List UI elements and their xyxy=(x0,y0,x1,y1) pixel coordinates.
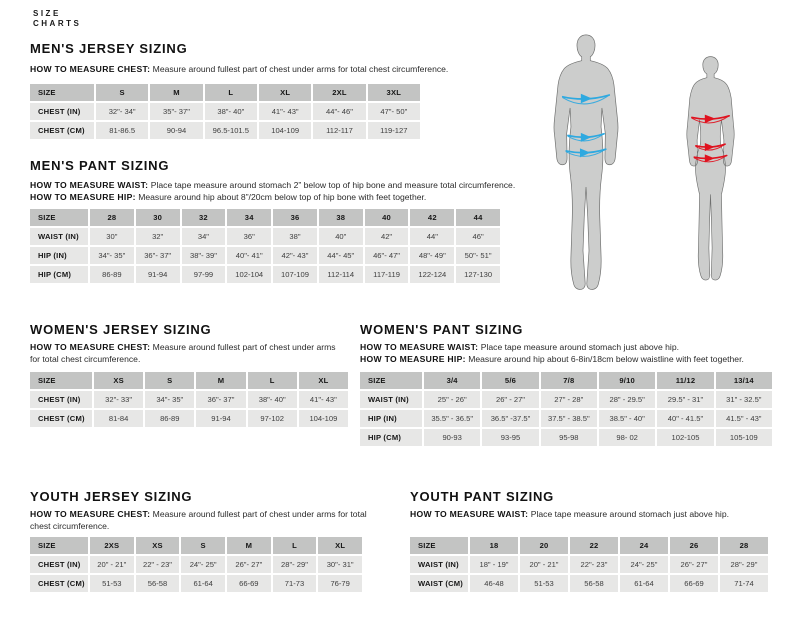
table-cell: 34"- 35" xyxy=(90,247,134,264)
table-cell: 122-124 xyxy=(410,266,454,283)
table-cell: 50"- 51" xyxy=(456,247,500,264)
table-cell: 86-89 xyxy=(145,410,194,427)
howto-text: Place tape measure around stomach just above hip. xyxy=(530,509,729,519)
table-cell: 61-64 xyxy=(181,575,225,592)
howto-text: Measure around fullest part of chest under arms for total chest circumference. xyxy=(30,342,336,365)
table-size-header: XL xyxy=(299,372,348,389)
table-cell: 18" - 19" xyxy=(470,556,518,573)
table-size-header: XL xyxy=(259,84,311,101)
womens-jersey-title: WOMEN'S JERSEY SIZING xyxy=(30,322,212,337)
table-cell: 38.5" - 40" xyxy=(599,410,655,427)
size-charts-logo xyxy=(33,9,81,29)
table-cell: 44"- 45" xyxy=(319,247,363,264)
womens-pant-table xyxy=(360,372,772,446)
table-row-label: CHEST (IN) xyxy=(30,391,92,408)
womens-jersey-table xyxy=(30,372,348,427)
mens-jersey-title: MEN'S JERSEY SIZING xyxy=(30,41,188,56)
table-cell: 48"- 49" xyxy=(410,247,454,264)
table-cell: 38"- 40" xyxy=(248,391,297,408)
table-cell: 66-69 xyxy=(227,575,271,592)
table-size-header: 42 xyxy=(410,209,454,226)
howto-text: Measure around fullest part of chest under arms for total chest circumference. xyxy=(30,509,367,532)
table-cell: 26" - 27" xyxy=(482,391,538,408)
table-size-header: 28 xyxy=(90,209,134,226)
table-cell: 102-104 xyxy=(227,266,271,283)
table-corner-header: SIZE xyxy=(30,84,94,101)
table-size-header: 26 xyxy=(670,537,718,554)
table-cell: 46"- 47" xyxy=(365,247,409,264)
table-cell: 91-94 xyxy=(136,266,180,283)
table-size-header: XS xyxy=(94,372,143,389)
table-cell: 90-94 xyxy=(150,122,202,139)
womens-pant-title: WOMEN'S PANT SIZING xyxy=(360,322,524,337)
table-cell: 46" xyxy=(456,228,500,245)
male-silhouette xyxy=(543,34,629,292)
howto-label: HOW TO MEASURE WAIST: xyxy=(360,342,479,352)
table-cell: 96.5-101.5 xyxy=(205,122,257,139)
table-cell: 41"- 43" xyxy=(259,103,311,120)
table-size-header: S xyxy=(96,84,148,101)
table-row-label: WAIST (IN) xyxy=(410,556,468,573)
table-size-header: XL xyxy=(318,537,362,554)
table-cell: 26"- 27" xyxy=(670,556,718,573)
table-cell: 44" xyxy=(410,228,454,245)
table-size-header: 32 xyxy=(182,209,226,226)
table-cell: 105-109 xyxy=(716,429,772,446)
logo-line-1: SIZE xyxy=(33,9,61,18)
table-cell: 127-130 xyxy=(456,266,500,283)
table-cell: 86-89 xyxy=(90,266,134,283)
table-cell: 38"- 40" xyxy=(205,103,257,120)
table-cell: 36.5" -37.5" xyxy=(482,410,538,427)
table-cell: 36" xyxy=(227,228,271,245)
howto-text: Place tape measure around stomach 2” below top of hip bone and measure total circumference. xyxy=(150,180,516,190)
table-size-header: 5/6 xyxy=(482,372,538,389)
youth-jersey-title: YOUTH JERSEY SIZING xyxy=(30,489,193,504)
mens-jersey-howto xyxy=(30,63,570,75)
table-row-label: HIP (IN) xyxy=(360,410,422,427)
table-cell: 38"- 39" xyxy=(182,247,226,264)
table-size-header: M xyxy=(227,537,271,554)
mens-pant-howto-hip xyxy=(30,191,550,203)
table-row-label: CHEST (IN) xyxy=(30,103,94,120)
table-cell: 24"- 25" xyxy=(620,556,668,573)
youth-jersey-howto xyxy=(30,508,375,533)
table-cell: 22"- 23" xyxy=(570,556,618,573)
male-body-outline xyxy=(554,35,618,290)
table-cell: 104-109 xyxy=(259,122,311,139)
table-size-header: 13/14 xyxy=(716,372,772,389)
table-cell: 20" - 21" xyxy=(520,556,568,573)
table-cell: 36"- 37" xyxy=(136,247,180,264)
howto-label: HOW TO MEASURE CHEST: xyxy=(30,342,151,352)
female-silhouette xyxy=(674,55,747,282)
table-cell: 71-74 xyxy=(720,575,768,592)
table-row-label: CHEST (CM) xyxy=(30,575,88,592)
table-size-header: 30 xyxy=(136,209,180,226)
table-cell: 112-114 xyxy=(319,266,363,283)
table-cell: 71-73 xyxy=(273,575,317,592)
table-row-label: CHEST (CM) xyxy=(30,410,92,427)
table-size-header: 2XS xyxy=(90,537,134,554)
logo-line-2: CHARTS xyxy=(33,19,82,28)
table-cell: 26"- 27" xyxy=(227,556,271,573)
table-cell: 51-53 xyxy=(90,575,134,592)
table-cell: 93-95 xyxy=(482,429,538,446)
table-size-header: 24 xyxy=(620,537,668,554)
table-size-header: 38 xyxy=(319,209,363,226)
table-row-label: WAIST (IN) xyxy=(30,228,88,245)
table-cell: 47"- 50" xyxy=(368,103,420,120)
table-cell: 32" xyxy=(136,228,180,245)
howto-label: HOW TO MEASURE CHEST: xyxy=(30,64,151,74)
table-row-label: WAIST (CM) xyxy=(410,575,468,592)
table-size-header: 22 xyxy=(570,537,618,554)
table-size-header: M xyxy=(196,372,245,389)
table-cell: 51-53 xyxy=(520,575,568,592)
table-cell: 98- 02 xyxy=(599,429,655,446)
table-cell: 81-84 xyxy=(94,410,143,427)
table-corner-header: SIZE xyxy=(360,372,422,389)
howto-label: HOW TO MEASURE WAIST: xyxy=(30,180,149,190)
mens-jersey-table xyxy=(30,84,420,139)
table-corner-header: SIZE xyxy=(30,537,88,554)
table-cell: 28"- 29" xyxy=(720,556,768,573)
table-cell: 97-102 xyxy=(248,410,297,427)
table-size-header: L xyxy=(248,372,297,389)
mens-pant-table xyxy=(30,209,500,283)
table-cell: 61-64 xyxy=(620,575,668,592)
table-size-header: 7/8 xyxy=(541,372,597,389)
table-size-header: L xyxy=(205,84,257,101)
table-cell: 97-99 xyxy=(182,266,226,283)
table-cell: 34" xyxy=(182,228,226,245)
howto-label: HOW TO MEASURE WAIST: xyxy=(410,509,529,519)
table-row-label: CHEST (CM) xyxy=(30,122,94,139)
table-cell: 30" xyxy=(90,228,134,245)
table-cell: 41"- 43" xyxy=(299,391,348,408)
table-cell: 91-94 xyxy=(196,410,245,427)
table-cell: 28"- 29" xyxy=(273,556,317,573)
table-cell: 35.5" - 36.5" xyxy=(424,410,480,427)
table-size-header: 36 xyxy=(273,209,317,226)
howto-text: Place tape measure around stomach just above hip. xyxy=(480,342,679,352)
table-cell: 20" - 21" xyxy=(90,556,134,573)
table-row-label: HIP (CM) xyxy=(30,266,88,283)
table-cell: 90-93 xyxy=(424,429,480,446)
table-cell: 46-48 xyxy=(470,575,518,592)
table-size-header: 11/12 xyxy=(657,372,713,389)
table-cell: 28" - 29.5" xyxy=(599,391,655,408)
howto-text: Measure around hip about 8”/20cm below top of hip bone with feet together. xyxy=(138,192,427,202)
table-size-header: 40 xyxy=(365,209,409,226)
table-cell: 30"- 31" xyxy=(318,556,362,573)
table-cell: 38" xyxy=(273,228,317,245)
table-size-header: 9/10 xyxy=(599,372,655,389)
table-size-header: M xyxy=(150,84,202,101)
table-cell: 25" - 26" xyxy=(424,391,480,408)
table-cell: 40" xyxy=(319,228,363,245)
table-corner-header: SIZE xyxy=(30,372,92,389)
howto-label: HOW TO MEASURE HIP: xyxy=(30,192,136,202)
table-cell: 117-119 xyxy=(365,266,409,283)
womens-pant-howto-hip xyxy=(360,353,780,365)
table-size-header: 28 xyxy=(720,537,768,554)
table-cell: 66-69 xyxy=(670,575,718,592)
table-cell: 40"- 41" xyxy=(227,247,271,264)
howto-text: Measure around hip about 6-8in/18cm below waistline with feet together. xyxy=(468,354,744,364)
table-cell: 22" - 23" xyxy=(136,556,180,573)
table-corner-header: SIZE xyxy=(410,537,468,554)
female-body-outline xyxy=(687,57,734,280)
table-size-header: S xyxy=(145,372,194,389)
table-size-header: 44 xyxy=(456,209,500,226)
table-size-header: 18 xyxy=(470,537,518,554)
table-cell: 34"- 35" xyxy=(145,391,194,408)
table-cell: 102-105 xyxy=(657,429,713,446)
table-cell: 32"- 34" xyxy=(96,103,148,120)
table-cell: 41.5" - 43" xyxy=(716,410,772,427)
table-size-header: 3/4 xyxy=(424,372,480,389)
youth-pant-howto xyxy=(410,508,790,520)
youth-jersey-table xyxy=(30,537,362,592)
table-cell: 40" - 41.5" xyxy=(657,410,713,427)
table-row-label: HIP (CM) xyxy=(360,429,422,446)
table-size-header: S xyxy=(181,537,225,554)
table-cell: 42"- 43" xyxy=(273,247,317,264)
table-cell: 104-109 xyxy=(299,410,348,427)
table-size-header: L xyxy=(273,537,317,554)
youth-pant-title: YOUTH PANT SIZING xyxy=(410,489,555,504)
mens-pant-title: MEN'S PANT SIZING xyxy=(30,158,170,173)
howto-label: HOW TO MEASURE HIP: xyxy=(360,354,466,364)
youth-pant-table xyxy=(410,537,768,592)
table-cell: 37.5" - 38.5" xyxy=(541,410,597,427)
table-cell: 44"- 46" xyxy=(313,103,365,120)
table-cell: 32"- 33" xyxy=(94,391,143,408)
table-cell: 81-86.5 xyxy=(96,122,148,139)
table-cell: 42" xyxy=(365,228,409,245)
table-size-header: 20 xyxy=(520,537,568,554)
table-corner-header: SIZE xyxy=(30,209,88,226)
table-cell: 95-98 xyxy=(541,429,597,446)
table-size-header: 3XL xyxy=(368,84,420,101)
table-size-header: 34 xyxy=(227,209,271,226)
table-cell: 56-58 xyxy=(570,575,618,592)
table-cell: 35"- 37" xyxy=(150,103,202,120)
table-cell: 56-58 xyxy=(136,575,180,592)
table-row-label: HIP (IN) xyxy=(30,247,88,264)
table-cell: 119-127 xyxy=(368,122,420,139)
table-size-header: 2XL xyxy=(313,84,365,101)
womens-jersey-howto xyxy=(30,341,340,366)
table-cell: 31" - 32.5" xyxy=(716,391,772,408)
table-cell: 76-79 xyxy=(318,575,362,592)
table-cell: 112-117 xyxy=(313,122,365,139)
table-cell: 27" - 28" xyxy=(541,391,597,408)
womens-pant-howto-waist xyxy=(360,341,780,353)
table-cell: 36"- 37" xyxy=(196,391,245,408)
mens-pant-howto-waist xyxy=(30,179,550,191)
table-cell: 24"- 25" xyxy=(181,556,225,573)
table-row-label: CHEST (IN) xyxy=(30,556,88,573)
table-row-label: WAIST (IN) xyxy=(360,391,422,408)
table-cell: 29.5" - 31" xyxy=(657,391,713,408)
howto-text: Measure around fullest part of chest under arms for total chest circumference. xyxy=(152,64,449,74)
howto-label: HOW TO MEASURE CHEST: xyxy=(30,509,151,519)
table-cell: 107-109 xyxy=(273,266,317,283)
table-size-header: XS xyxy=(136,537,180,554)
